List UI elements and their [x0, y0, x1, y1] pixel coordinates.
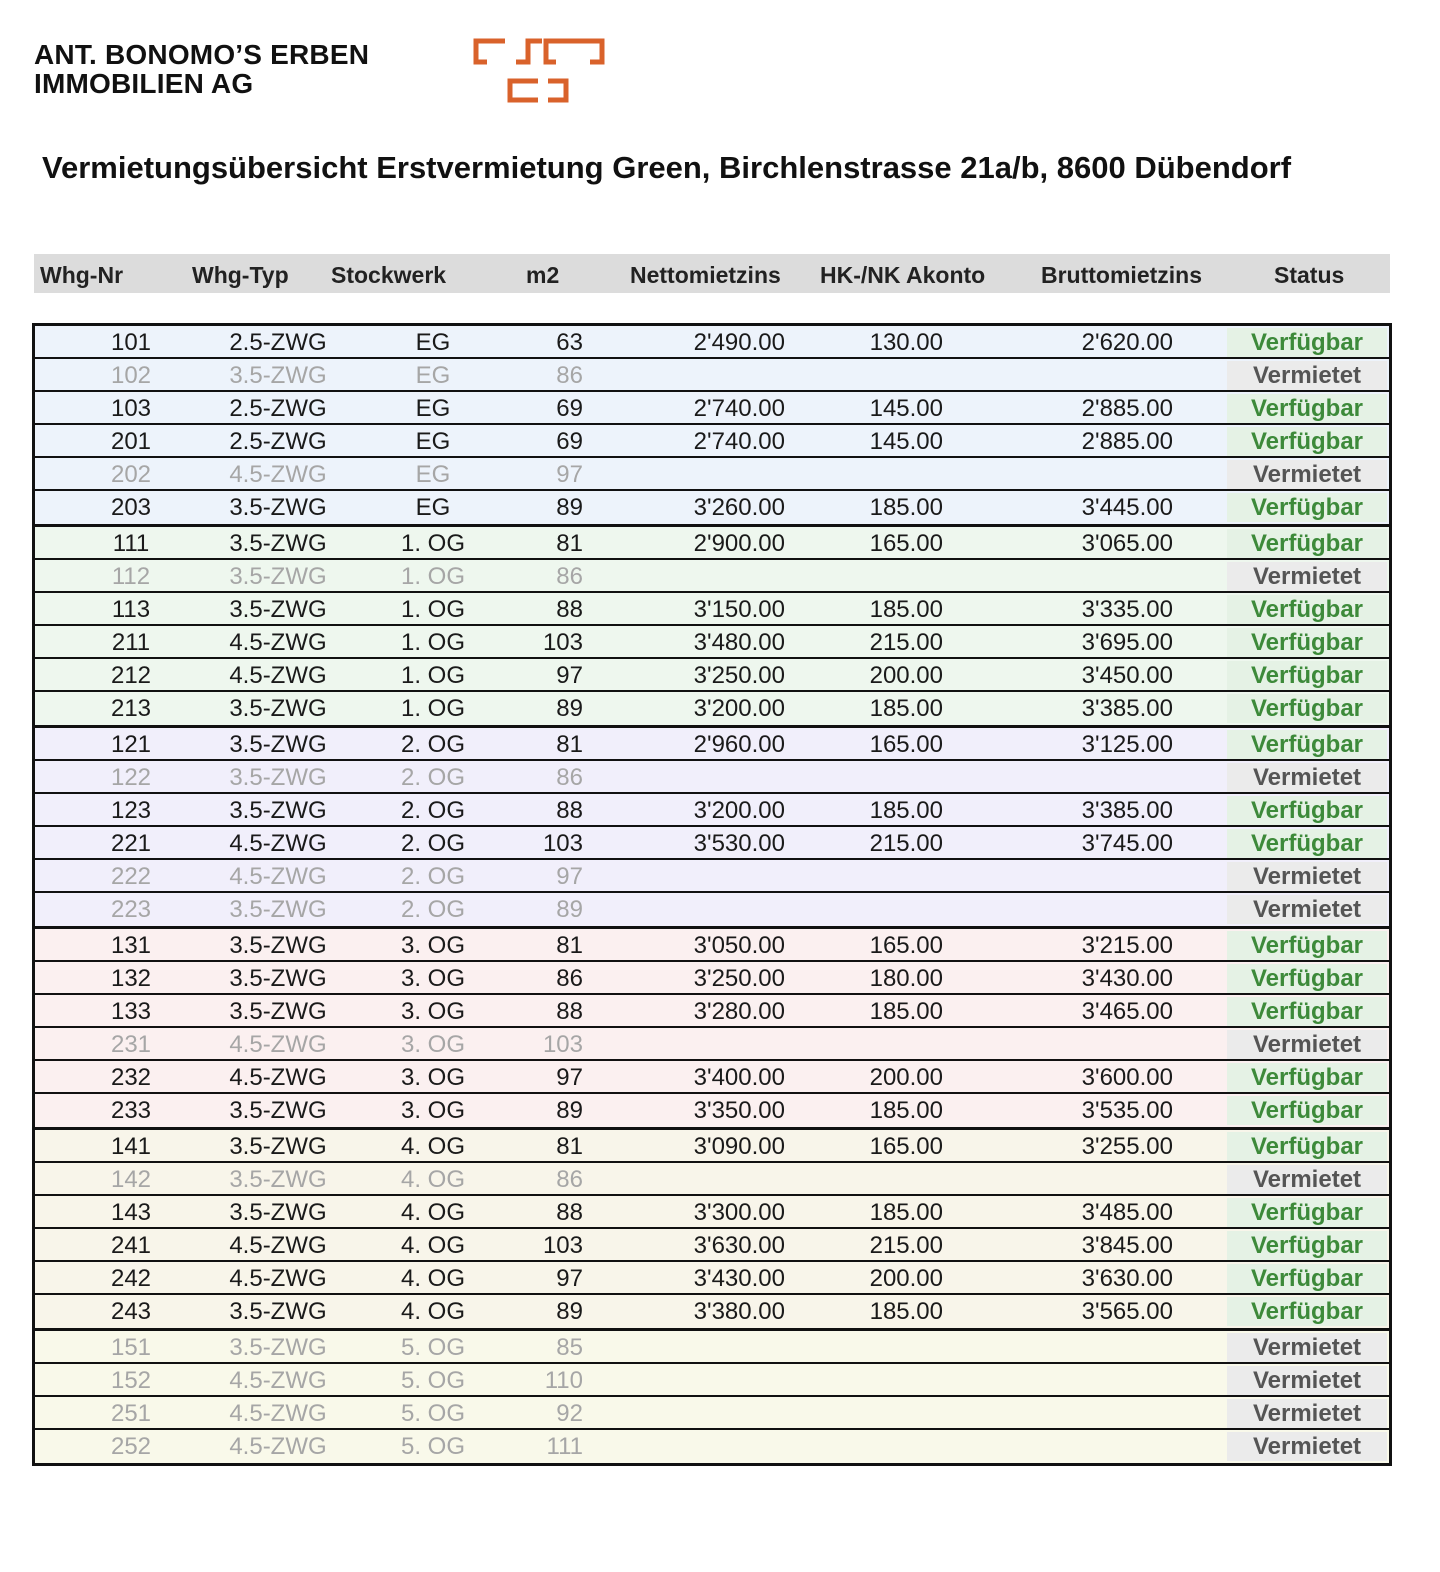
service-charges-cell: 185.00: [869, 998, 943, 1025]
floor-cell: 3. OG: [400, 965, 466, 992]
status-badge-cell: Verfügbar: [1227, 997, 1387, 1026]
unit-number-cell: 141: [110, 1133, 152, 1160]
unit-type-cell: 4.5-ZWG: [229, 629, 327, 656]
unit-number-cell: 241: [110, 1232, 152, 1259]
unit-number-cell: 121: [110, 731, 152, 758]
unit-number-cell: 152: [110, 1367, 152, 1394]
unit-number-cell: 133: [110, 998, 152, 1025]
floor-cell: EG: [415, 461, 451, 488]
unit-number-cell: 101: [110, 329, 152, 356]
unit-type-cell: 4.5-ZWG: [229, 863, 327, 890]
floor-cell: 5. OG: [400, 1433, 466, 1460]
col-whg-nr: Whg-Nr: [40, 262, 124, 288]
company-name-line2: IMMOBILIEN AG: [34, 68, 254, 99]
table-row: [35, 659, 1389, 692]
col-whg-typ: Whg-Typ: [192, 262, 289, 288]
unit-number-cell: 201: [110, 428, 152, 455]
service-charges-cell: 165.00: [869, 1133, 943, 1160]
floor-cell: 3. OG: [400, 1064, 466, 1091]
floor-cell: 2. OG: [400, 830, 466, 857]
unit-type-cell: 4.5-ZWG: [229, 830, 327, 857]
status-badge-cell: Vermietet: [1227, 1165, 1387, 1194]
unit-number-cell: 252: [110, 1433, 152, 1460]
table-row: [35, 692, 1389, 725]
unit-number-cell: 203: [110, 494, 152, 521]
floor-group: [35, 1331, 1389, 1463]
floor-group: [35, 326, 1389, 527]
table-row: [35, 827, 1389, 860]
gross-rent-cell: 3'125.00: [1081, 731, 1173, 758]
gross-rent-cell: 3'430.00: [1081, 965, 1173, 992]
status-badge-cell: Verfügbar: [1227, 931, 1387, 960]
unit-number-cell: 222: [110, 863, 152, 890]
floor-cell: EG: [415, 329, 451, 356]
service-charges-cell: 180.00: [869, 965, 943, 992]
table-row: [35, 794, 1389, 827]
table-row: [35, 527, 1389, 560]
unit-type-cell: 2.5-ZWG: [229, 428, 327, 455]
net-rent-cell: 3'380.00: [693, 1298, 785, 1325]
service-charges-cell: 145.00: [869, 428, 943, 455]
unit-number-cell: 113: [111, 596, 151, 623]
floor-cell: 2. OG: [400, 797, 466, 824]
net-rent-cell: 2'960.00: [693, 731, 785, 758]
unit-type-cell: 3.5-ZWG: [229, 1133, 327, 1160]
floor-cell: 4. OG: [400, 1199, 466, 1226]
area-cell: 88: [556, 1199, 583, 1226]
service-charges-cell: 185.00: [869, 1298, 943, 1325]
area-cell: 88: [556, 596, 583, 623]
status-badge-cell: Verfügbar: [1227, 328, 1387, 357]
table-row: [35, 893, 1389, 926]
service-charges-cell: 165.00: [869, 932, 943, 959]
floor-cell: 3. OG: [400, 1097, 466, 1124]
company-logo-icon: [472, 36, 606, 104]
table-row: [35, 359, 1389, 392]
floor-cell: 2. OG: [400, 896, 466, 923]
unit-type-cell: 3.5-ZWG: [229, 1298, 327, 1325]
status-badge-cell: Verfügbar: [1227, 964, 1387, 993]
unit-number-cell: 242: [110, 1265, 152, 1292]
floor-cell: 1. OG: [400, 695, 466, 722]
area-cell: 86: [556, 965, 583, 992]
status-badge-cell: Verfügbar: [1227, 394, 1387, 423]
area-cell: 97: [556, 662, 583, 689]
status-badge-cell: Vermietet: [1227, 862, 1387, 891]
status-badge-cell: Vermietet: [1227, 1399, 1387, 1428]
unit-number-cell: 221: [110, 830, 152, 857]
unit-type-cell: 3.5-ZWG: [229, 1097, 327, 1124]
area-cell: 110: [544, 1367, 583, 1394]
gross-rent-cell: 3'695.00: [1081, 629, 1173, 656]
area-cell: 81: [556, 530, 583, 557]
area-cell: 89: [556, 494, 583, 521]
unit-type-cell: 3.5-ZWG: [229, 932, 327, 959]
area-cell: 69: [556, 428, 583, 455]
unit-type-cell: 4.5-ZWG: [229, 1265, 327, 1292]
net-rent-cell: 3'200.00: [693, 695, 785, 722]
net-rent-cell: 3'090.00: [693, 1133, 785, 1160]
area-cell: 86: [556, 1166, 583, 1193]
area-cell: 103: [542, 1031, 583, 1058]
floor-cell: 5. OG: [400, 1367, 466, 1394]
table-row: [35, 1364, 1389, 1397]
table-row: [35, 728, 1389, 761]
status-badge-cell: Verfügbar: [1227, 628, 1387, 657]
unit-type-cell: 3.5-ZWG: [229, 731, 327, 758]
net-rent-cell: 3'200.00: [693, 797, 785, 824]
unit-type-cell: 3.5-ZWG: [229, 1166, 327, 1193]
area-cell: 89: [556, 695, 583, 722]
service-charges-cell: 185.00: [869, 596, 943, 623]
table-row: [35, 1028, 1389, 1061]
unit-type-cell: 3.5-ZWG: [229, 563, 327, 590]
net-rent-cell: 2'740.00: [693, 395, 785, 422]
unit-number-cell: 102: [110, 362, 152, 389]
company-name-line1: ANT. BONOMO’S ERBEN: [34, 39, 370, 70]
status-badge-cell: Verfügbar: [1227, 796, 1387, 825]
service-charges-cell: 185.00: [869, 695, 943, 722]
gross-rent-cell: 3'745.00: [1081, 830, 1173, 857]
floor-cell: 4. OG: [400, 1265, 466, 1292]
area-cell: 97: [556, 863, 583, 890]
status-badge-cell: Verfügbar: [1227, 529, 1387, 558]
net-rent-cell: 3'480.00: [693, 629, 785, 656]
gross-rent-cell: 3'845.00: [1081, 1232, 1173, 1259]
status-badge-cell: Verfügbar: [1227, 1063, 1387, 1092]
area-cell: 89: [556, 1298, 583, 1325]
area-cell: 86: [556, 563, 583, 590]
gross-rent-cell: 3'065.00: [1081, 530, 1173, 557]
area-cell: 97: [556, 1064, 583, 1091]
unit-type-cell: 4.5-ZWG: [229, 1400, 327, 1427]
gross-rent-cell: 3'445.00: [1081, 494, 1173, 521]
service-charges-cell: 165.00: [869, 731, 943, 758]
area-cell: 69: [556, 395, 583, 422]
unit-number-cell: 132: [110, 965, 152, 992]
floor-cell: 1. OG: [400, 662, 466, 689]
table-row: [35, 761, 1389, 794]
col-nk-akonto: HK-/NK Akonto: [820, 262, 986, 288]
unit-number-cell: 213: [110, 695, 152, 722]
floor-cell: 3. OG: [400, 998, 466, 1025]
service-charges-cell: 200.00: [869, 662, 943, 689]
col-m2: m2: [526, 262, 560, 288]
unit-number-cell: 111: [112, 530, 150, 557]
area-cell: 92: [556, 1400, 583, 1427]
unit-type-cell: 3.5-ZWG: [229, 896, 327, 923]
unit-number-cell: 122: [110, 764, 152, 791]
service-charges-cell: 185.00: [869, 797, 943, 824]
table-row: [35, 1430, 1389, 1463]
net-rent-cell: 3'400.00: [693, 1064, 785, 1091]
gross-rent-cell: 3'385.00: [1081, 797, 1173, 824]
service-charges-cell: 145.00: [869, 395, 943, 422]
net-rent-cell: 3'280.00: [693, 998, 785, 1025]
gross-rent-cell: 2'885.00: [1081, 428, 1173, 455]
unit-type-cell: 3.5-ZWG: [229, 695, 327, 722]
floor-cell: EG: [415, 494, 451, 521]
unit-number-cell: 123: [110, 797, 152, 824]
unit-type-cell: 3.5-ZWG: [229, 998, 327, 1025]
floor-cell: EG: [415, 428, 451, 455]
unit-number-cell: 112: [111, 563, 151, 590]
net-rent-cell: 3'630.00: [693, 1232, 785, 1259]
net-rent-cell: 3'430.00: [693, 1265, 785, 1292]
service-charges-cell: 215.00: [869, 830, 943, 857]
area-cell: 63: [556, 329, 583, 356]
unit-number-cell: 212: [110, 662, 152, 689]
unit-type-cell: 3.5-ZWG: [229, 764, 327, 791]
gross-rent-cell: 3'485.00: [1081, 1199, 1173, 1226]
unit-number-cell: 151: [110, 1334, 152, 1361]
page-title: Vermietungsübersicht Erstvermietung Green, Birchlenstrasse 21a/b, 8600 Dübendorf: [42, 150, 1292, 185]
net-rent-cell: 3'050.00: [693, 932, 785, 959]
unit-type-cell: 3.5-ZWG: [229, 1199, 327, 1226]
unit-type-cell: 4.5-ZWG: [229, 1064, 327, 1091]
status-badge-cell: Verfügbar: [1227, 595, 1387, 624]
unit-type-cell: 2.5-ZWG: [229, 329, 327, 356]
status-badge-cell: Vermietet: [1227, 1333, 1387, 1362]
table-row: [35, 1295, 1389, 1328]
gross-rent-cell: 3'450.00: [1081, 662, 1173, 689]
status-badge-cell: Verfügbar: [1227, 1231, 1387, 1260]
area-cell: 89: [556, 1097, 583, 1124]
unit-number-cell: 202: [110, 461, 152, 488]
status-badge-cell: Verfügbar: [1227, 1198, 1387, 1227]
unit-type-cell: 3.5-ZWG: [229, 596, 327, 623]
gross-rent-cell: 3'535.00: [1081, 1097, 1173, 1124]
gross-rent-cell: 2'620.00: [1081, 329, 1173, 356]
gross-rent-cell: 3'465.00: [1081, 998, 1173, 1025]
unit-type-cell: 3.5-ZWG: [229, 1334, 327, 1361]
floor-group: [35, 929, 1389, 1130]
floor-cell: 2. OG: [400, 731, 466, 758]
col-nettomietzins: Nettomietzins: [630, 262, 781, 288]
unit-number-cell: 251: [110, 1400, 152, 1427]
service-charges-cell: 185.00: [869, 1097, 943, 1124]
table-row: [35, 995, 1389, 1028]
floor-cell: 4. OG: [400, 1298, 466, 1325]
unit-number-cell: 232: [110, 1064, 152, 1091]
table-row: [35, 626, 1389, 659]
service-charges-cell: 200.00: [869, 1064, 943, 1091]
net-rent-cell: 2'740.00: [693, 428, 785, 455]
net-rent-cell: 2'490.00: [693, 329, 785, 356]
table-row: [35, 392, 1389, 425]
status-badge-cell: Vermietet: [1227, 895, 1387, 924]
table-row: [35, 929, 1389, 962]
service-charges-cell: 165.00: [869, 530, 943, 557]
area-cell: 97: [556, 1265, 583, 1292]
table-row: [35, 1196, 1389, 1229]
net-rent-cell: 3'150.00: [693, 596, 785, 623]
net-rent-cell: 3'350.00: [693, 1097, 785, 1124]
gross-rent-cell: 3'600.00: [1081, 1064, 1173, 1091]
table-row: [35, 1229, 1389, 1262]
unit-type-cell: 3.5-ZWG: [229, 797, 327, 824]
service-charges-cell: 215.00: [869, 629, 943, 656]
area-cell: 88: [556, 797, 583, 824]
table-row: [35, 860, 1389, 893]
net-rent-cell: 2'900.00: [693, 530, 785, 557]
status-badge-cell: Vermietet: [1227, 1030, 1387, 1059]
floor-cell: 4. OG: [400, 1133, 466, 1160]
floor-cell: 4. OG: [400, 1232, 466, 1259]
unit-type-cell: 4.5-ZWG: [229, 662, 327, 689]
area-cell: 89: [556, 896, 583, 923]
area-cell: 97: [556, 461, 583, 488]
unit-number-cell: 231: [110, 1031, 152, 1058]
area-cell: 103: [542, 629, 583, 656]
net-rent-cell: 3'300.00: [693, 1199, 785, 1226]
table-row: [35, 491, 1389, 524]
unit-type-cell: 3.5-ZWG: [229, 530, 327, 557]
floor-cell: EG: [415, 362, 451, 389]
table-row: [35, 425, 1389, 458]
service-charges-cell: 215.00: [869, 1232, 943, 1259]
floor-cell: 1. OG: [400, 596, 466, 623]
table-row: [35, 326, 1389, 359]
table-row: [35, 962, 1389, 995]
floor-cell: 5. OG: [400, 1400, 466, 1427]
status-badge-cell: Verfügbar: [1227, 1132, 1387, 1161]
gross-rent-cell: 3'385.00: [1081, 695, 1173, 722]
unit-type-cell: 4.5-ZWG: [229, 461, 327, 488]
status-badge-cell: Verfügbar: [1227, 1264, 1387, 1293]
status-badge-cell: Verfügbar: [1227, 493, 1387, 522]
service-charges-cell: 200.00: [869, 1265, 943, 1292]
net-rent-cell: 3'530.00: [693, 830, 785, 857]
status-badge-cell: Vermietet: [1227, 562, 1387, 591]
table-row: [35, 593, 1389, 626]
gross-rent-cell: 3'630.00: [1081, 1265, 1173, 1292]
table-header: [34, 254, 1390, 293]
table-row: [35, 1397, 1389, 1430]
unit-number-cell: 142: [110, 1166, 152, 1193]
status-badge-cell: Verfügbar: [1227, 829, 1387, 858]
unit-type-cell: 4.5-ZWG: [229, 1433, 327, 1460]
floor-cell: 4. OG: [400, 1166, 466, 1193]
area-cell: 85: [556, 1334, 583, 1361]
unit-number-cell: 131: [110, 932, 152, 959]
unit-number-cell: 223: [110, 896, 152, 923]
net-rent-cell: 3'250.00: [693, 662, 785, 689]
col-stockwerk: Stockwerk: [331, 262, 447, 288]
unit-number-cell: 243: [110, 1298, 152, 1325]
col-bruttomietzins: Bruttomietzins: [1041, 262, 1202, 288]
service-charges-cell: 130.00: [869, 329, 943, 356]
unit-type-cell: 3.5-ZWG: [229, 362, 327, 389]
floor-group: [35, 728, 1389, 929]
unit-type-cell: 4.5-ZWG: [229, 1367, 327, 1394]
floor-cell: 2. OG: [400, 764, 466, 791]
table-row: [35, 560, 1389, 593]
floor-cell: 1. OG: [400, 629, 466, 656]
status-badge-cell: Vermietet: [1227, 1366, 1387, 1395]
unit-type-cell: 3.5-ZWG: [229, 965, 327, 992]
unit-number-cell: 143: [110, 1199, 152, 1226]
table-row: [35, 458, 1389, 491]
floor-cell: 1. OG: [400, 530, 466, 557]
area-cell: 81: [556, 731, 583, 758]
floor-cell: 1. OG: [400, 563, 466, 590]
area-cell: 111: [546, 1433, 583, 1460]
table-row: [35, 1331, 1389, 1364]
status-badge-cell: Verfügbar: [1227, 694, 1387, 723]
area-cell: 81: [556, 1133, 583, 1160]
unit-number-cell: 103: [110, 395, 152, 422]
status-badge-cell: Vermietet: [1227, 763, 1387, 792]
floor-cell: 5. OG: [400, 1334, 466, 1361]
gross-rent-cell: 3'255.00: [1081, 1133, 1173, 1160]
table-row: [35, 1262, 1389, 1295]
area-cell: 103: [542, 1232, 583, 1259]
net-rent-cell: 3'250.00: [693, 965, 785, 992]
gross-rent-cell: 2'885.00: [1081, 395, 1173, 422]
status-badge-cell: Vermietet: [1227, 361, 1387, 390]
table-row: [35, 1061, 1389, 1094]
table-row: [35, 1163, 1389, 1196]
gross-rent-cell: 3'565.00: [1081, 1298, 1173, 1325]
status-badge-cell: Verfügbar: [1227, 730, 1387, 759]
status-badge-cell: Verfügbar: [1227, 661, 1387, 690]
area-cell: 86: [556, 362, 583, 389]
company-name: [34, 40, 369, 98]
floor-group: [35, 1130, 1389, 1331]
area-cell: 103: [542, 830, 583, 857]
unit-number-cell: 211: [111, 629, 151, 656]
unit-type-cell: 3.5-ZWG: [229, 494, 327, 521]
status-badge-cell: Vermietet: [1227, 460, 1387, 489]
floor-cell: 3. OG: [400, 1031, 466, 1058]
status-badge-cell: Verfügbar: [1227, 1297, 1387, 1326]
service-charges-cell: 185.00: [869, 1199, 943, 1226]
floor-cell: EG: [415, 395, 451, 422]
status-badge-cell: Verfügbar: [1227, 1096, 1387, 1125]
floor-cell: 3. OG: [400, 932, 466, 959]
gross-rent-cell: 3'215.00: [1081, 932, 1173, 959]
unit-type-cell: 2.5-ZWG: [229, 395, 327, 422]
floor-cell: 2. OG: [400, 863, 466, 890]
unit-number-cell: 233: [110, 1097, 152, 1124]
service-charges-cell: 185.00: [869, 494, 943, 521]
status-badge-cell: Verfügbar: [1227, 427, 1387, 456]
rental-table: [32, 323, 1392, 1466]
unit-type-cell: 4.5-ZWG: [229, 1232, 327, 1259]
status-badge-cell: Vermietet: [1227, 1432, 1387, 1461]
gross-rent-cell: 3'335.00: [1081, 596, 1173, 623]
col-status: Status: [1274, 262, 1345, 288]
area-cell: 88: [556, 998, 583, 1025]
table-row: [35, 1094, 1389, 1127]
area-cell: 81: [556, 932, 583, 959]
table-row: [35, 1130, 1389, 1163]
area-cell: 86: [556, 764, 583, 791]
floor-group: [35, 527, 1389, 728]
net-rent-cell: 3'260.00: [693, 494, 785, 521]
unit-type-cell: 4.5-ZWG: [229, 1031, 327, 1058]
